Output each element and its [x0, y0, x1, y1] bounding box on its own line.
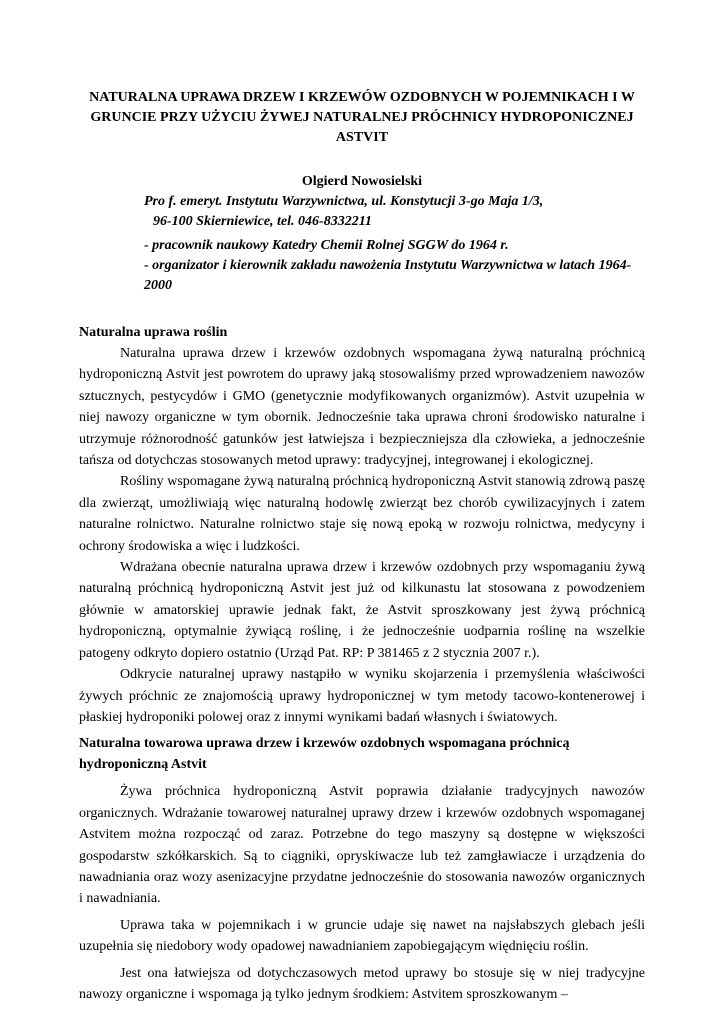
paragraph: Uprawa taka w pojemnikach i w gruncie udaje się nawet na najsłabszych glebach jeśli uzupełnia się niedobory wody opadowej nawadnianiem zapobiegającym więdnięciu roślin.	[79, 917, 645, 955]
document-title: NATURALNA UPRAWA DRZEW I KRZEWÓW OZDOBNYCH W POJEMNIKACH I W GRUNCIE PRZY UŻYCIU ŻYWEJ NATURALNEJ PRÓCHNICY HYDROPONICZNEJ ASTVIT	[89, 90, 635, 145]
paragraph: Rośliny wspomagane żywą naturalną próchnicą hydroponiczną Astvit stanowią zdrową paszę dla zwierząt, umożliwiają więc naturalną hodowlę zwierząt bez chorób cywilizacyjnych i zatem naturalne rolnictwo. Naturalne rolnictwo staje się nową epoką w rozwoju rolnictwa, medycyny i ochrony środowiska a więc i ludzkości.	[79, 474, 645, 554]
section-heading-natural-cultivation: Naturalna uprawa roślin	[79, 325, 228, 340]
affiliation-line-3: - pracownik naukowy Katedry Chemii Rolnej SGGW do 1964 r.	[144, 238, 509, 253]
paragraph: Naturalna uprawa drzew i krzewów ozdobnych wspomagana żywą naturalną próchnicą hydroponiczną Astvit jest powrotem do uprawy jaką stosowaliśmy przed wprowadzeniem nawozów sztucznych, pestycydów i GMO (genetycznie modyfikowanych organizmów). Astvit uzupełnia w niej nawozy organiczne w tym obornik. Jednocześnie taka uprawa chroni środowisko naturalne i utrzymuje różnorodność gatunków jest łatwiejsza i bezpieczniejsza dla człowieka, a jednocześnie tańsza od dotychczas stosowanych metod uprawy: tradycyjnej, integrowanej i ekologicznej.	[79, 346, 645, 469]
paragraph: Żywa próchnica hydroponiczną Astvit poprawia działanie tradycyjnych nawozów organicznych. Wdrażanie towarowej naturalnej uprawy drzew i krzewów ozdobnych wspomaganej Astvitem można rozpocząć od zaraz. Potrzebne do tego maszyny są dostępne w większości gospodarstw szkółkarskich. Są to ciągniki, opryskiwacze lub też zamgławiacze i urządzenia do nawadniania oraz wozy asenizacyjne przydatne jednocześnie do stosowania nawozów organicznych i nawadniania.	[79, 784, 645, 907]
paragraph: Jest ona łatwiejsza od dotychczasowych metod uprawy bo stosuje się w niej tradycyjne nawozy organiczne i wspomaga ją tylko jednym środkiem: Astvitem sproszkowanym –	[79, 965, 645, 1002]
section-heading-commercial-cultivation: Naturalna towarowa uprawa drzew i krzewów ozdobnych wspomagana próchnicą hydroponiczną Astvit	[79, 736, 570, 773]
paragraph: Wdrażana obecnie naturalna uprawa drzew i krzewów ozdobnych przy wspomaganiu żywą naturalną próchnicą hydroponiczną Astvit jest już od kilkunastu lat stosowana z powodzeniem głównie w amatorskiej uprawie jednak fakt, że Astvit sproszkowany jest żywą próchnicą hydroponiczną, optymalnie żywiącą roślinę, i że jednocześnie uodparnia roślinę na wszelkie patogeny odkryto dopiero ostatnio (Urząd Pat. RP: P 381465 z 2 stycznia 2007 r.).	[79, 560, 645, 661]
affiliation-line-1: Pro f. emeryt. Instytutu Warzywnictwa, ul. Konstytucji 3-go Maja 1/3,	[144, 194, 544, 209]
affiliation-line-4: - organizator i kierownik zakładu nawożenia Instytutu Warzywnictwa w latach 1964-2000	[144, 258, 632, 293]
author-name: Olgierd Nowosielski	[301, 174, 423, 189]
paragraph: Odkrycie naturalnej uprawy nastąpiło w wyniku skojarzenia i przemyślenia właściwości żywych próchnic ze znajomością uprawy hydroponicznej w tym metody tacowo-kontenerowej i płaskiej hydroponiki polowej oraz z innymi wynikami badań własnych i światowych.	[79, 667, 645, 725]
document-page	[79, 88, 645, 1005]
affiliation-line-2: 96-100 Skierniewice, tel. 046-8332211	[153, 214, 372, 229]
author-affiliation	[144, 192, 645, 296]
